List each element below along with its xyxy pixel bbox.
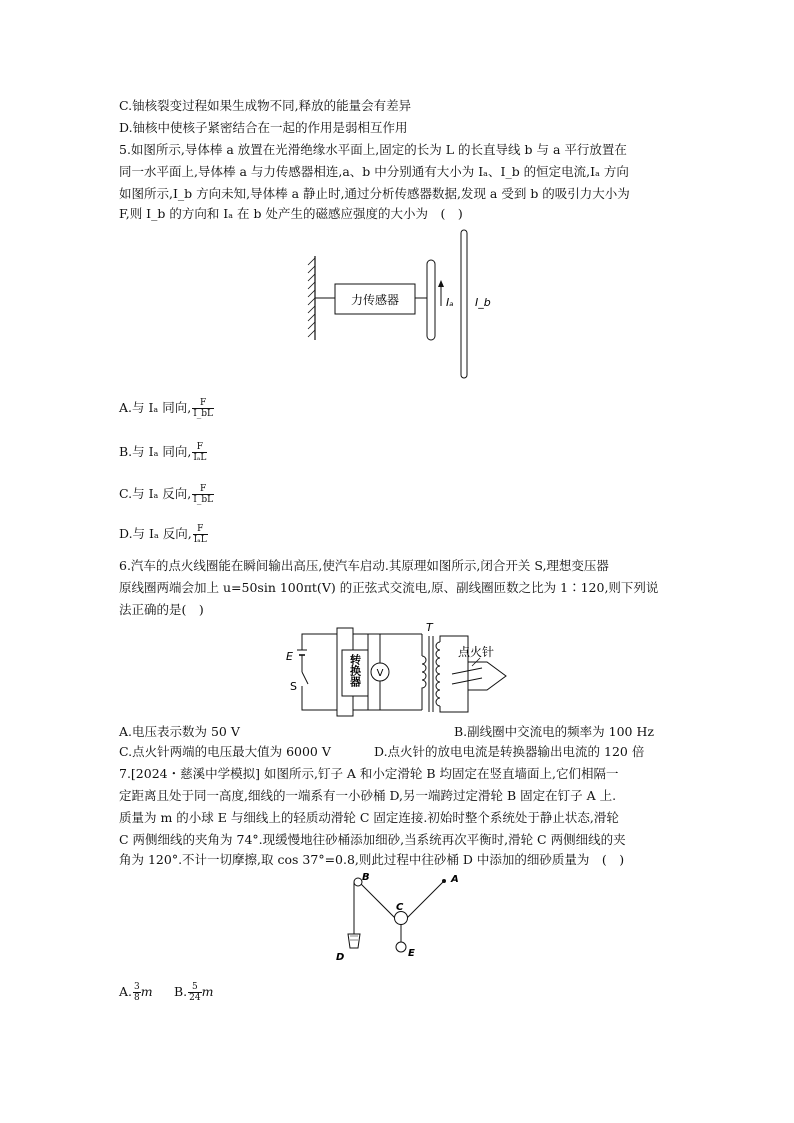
ia-label: Iₐ (446, 296, 454, 309)
option-prefix: A.与 Iₐ 同向, (119, 400, 192, 415)
q5-line-4: F,则 I_b 的方向和 Iₐ 在 b 处产生的磁感应强度的大小为 ( ) (119, 206, 463, 221)
q5-option-d (119, 524, 208, 545)
q7-line-2: 定距离且处于同一高度,细线的一端系有一小砂桶 D,另一端跨过定滑轮 B 固定在钉子 A 上. (119, 788, 617, 803)
q5-option-a (119, 398, 214, 419)
q5-line-1: 5.如图所示,导体棒 a 放置在光滑绝缘水平面上,固定的长为 L 的长直导线 b 与 a 平行放置在 (119, 142, 627, 157)
label-d: D (336, 952, 345, 963)
needle-label: 点火针 (458, 645, 495, 659)
force-sensor-label: 力传感器 (350, 293, 400, 307)
q5-option-c (119, 484, 214, 505)
q6-line-3: 法正确的是( ) (119, 602, 204, 617)
fraction: $\frac{F}{\text{IₐL}}$ (193, 524, 207, 545)
switch-blade (302, 672, 308, 684)
fraction: $\frac{F}{\text{IₐL}}$ (193, 442, 207, 463)
q5-option-b (119, 442, 207, 463)
q7-line-4: C 两侧细线的夹角为 74°.现缓慢地往砂桶添加细砂,当系统再次平衡时,滑轮 C 两侧细线的夹 (119, 832, 626, 847)
voltmeter-label: V (376, 668, 384, 679)
rod-a (427, 260, 435, 340)
q7-line-3: 质量为 m 的小球 E 与细线上的轻质动滑轮 C 固定连接.初始时整个系统处于静止状态,滑轮 (119, 810, 619, 825)
line-c: C.铀核裂变过程如果生成物不同,释放的能量会有差异 (119, 98, 412, 113)
ib-label: I_b (475, 296, 491, 309)
option-prefix: A. (119, 984, 133, 999)
fraction: $\frac{5}{24}$ (189, 982, 201, 1003)
figure-q7 (332, 868, 472, 968)
label-e: E (408, 948, 415, 959)
option-prefix: B. (174, 984, 188, 999)
q7-option-b (174, 982, 213, 1003)
secondary-coil (436, 642, 440, 706)
q5-line-2: 同一水平面上,导体棒 a 与力传感器相连,a、b 中分别通有大小为 Iₐ、I_b 的恒定电流,Iₐ 方向 (119, 164, 629, 179)
q6-option-c: C.点火针两端的电压最大值为 6000 V (119, 744, 331, 759)
label-b: B (362, 872, 370, 883)
switch-label: S (290, 680, 297, 693)
primary-coil (422, 656, 426, 690)
q7-line-5: 角为 120°.不计一切摩擦,取 cos 37°=0.8,则此过程中往砂桶 D 中添加的细砂质量为 ( ) (119, 852, 625, 867)
transformer-label: T (426, 621, 433, 634)
q6-line-1: 6.汽车的点火线圈能在瞬间输出高压,使汽车启动.其原理如图所示,闭合开关 S,理想变压器 (119, 558, 609, 573)
ball-e (396, 942, 406, 952)
label-c: C (396, 902, 404, 913)
q6-line-2: 原线圈两端会加上 u=50sin 100πt(V) 的正弦式交流电,原、副线圈匝数之比为 1∶120,则下列说 (119, 580, 659, 595)
option-prefix: C.与 Iₐ 反向, (119, 486, 192, 501)
option-suffix: m (140, 984, 153, 999)
battery-label: E (286, 650, 293, 663)
pulley-b (354, 878, 362, 886)
nail-a (442, 879, 446, 883)
spark-plug (468, 662, 506, 690)
q6-option-d: D.点火针的放电电流是转换器输出电流的 120 倍 (374, 744, 645, 759)
q6-option-a: A.电压表示数为 50 V (119, 724, 240, 739)
fraction: $\frac{F}{I\_bL}$ (193, 398, 213, 419)
figure-q6 (282, 620, 512, 718)
fraction: $\frac{F}{I\_bL}$ (193, 484, 214, 505)
q7-line-1: 7.[2024・慈溪中学模拟] 如图所示,钉子 A 和小定滑轮 B 均固定在竖直墙面上,它们相隔一 (119, 766, 619, 781)
pulley-c (395, 912, 408, 925)
q6-option-b: B.副线圈中交流电的频率为 100 Hz (454, 724, 654, 739)
fraction: $\frac{3}{8}$ (134, 982, 140, 1003)
option-prefix: B.与 Iₐ 同向, (119, 444, 192, 459)
line-d: D.铀核中使核子紧密结合在一起的作用是弱相互作用 (119, 120, 408, 135)
wire-b (461, 230, 467, 378)
option-prefix: D.与 Iₐ 反向, (119, 526, 192, 541)
q5-line-3: 如图所示,I_b 方向未知,导体棒 a 静止时,通过分析传感器数据,发现 a 受到 b 的吸引力大小为 (119, 186, 630, 201)
q7-option-a (119, 982, 153, 1003)
figure-q5 (305, 228, 505, 380)
option-suffix: m (201, 984, 214, 999)
converter-label: 转换器 (348, 654, 362, 687)
label-a: A (451, 874, 459, 885)
